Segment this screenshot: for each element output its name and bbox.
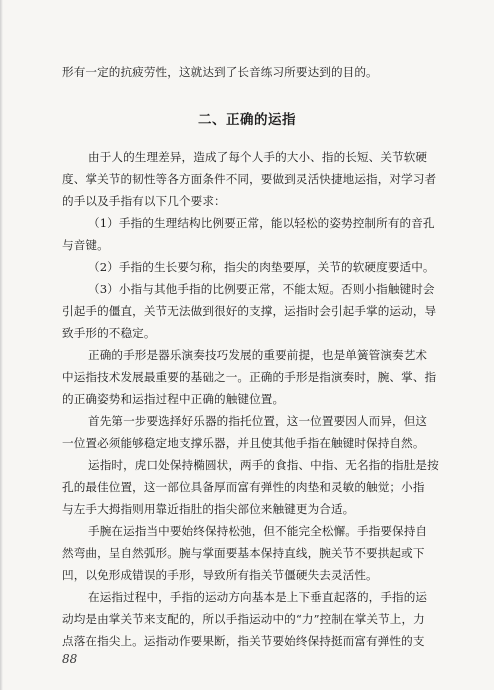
paragraph-line: 凹，以免形成错误的手形，导致所有指关节僵硬失去灵活性。: [62, 568, 378, 582]
paragraph-line: 与音键。: [62, 238, 109, 252]
list-item-2: （2）手指的生长要匀称，指尖的肉垫要厚，关节的软硬度要适中。: [88, 260, 435, 274]
paragraph-line: 点落在指尖上。运指动作要果断，指关节要始终保持挺而富有弹性的支: [62, 634, 425, 648]
list-item-3: （3）小指与其他手指的比例要正常，不能太短。否则小指触键时会: [88, 282, 435, 296]
page-binding-edge: [0, 0, 3, 690]
paragraph-line: 然弯曲，呈自然弧形。腕与掌面要基本保持直线，腕关节不要拱起或下: [62, 546, 425, 560]
paragraph-line: 引起手的僵直，关节无法做到很好的支撑，运指时会引起手掌的运动，导: [62, 304, 437, 318]
paragraph-line: 手腕在运指当中要始终保持松弛，但不能完全松懈。手指要保持自: [88, 524, 428, 538]
paragraph-line: 的手以及手指有以下几个要求：: [62, 194, 226, 208]
paragraph-line: 运指时，虎口处保持椭圆状，两手的食指、中指、无名指的指肚是按: [88, 458, 439, 472]
paragraph-line: 动均是由掌关节来支配的，所以手指运动中的“力”控制在掌关节上，力: [62, 612, 425, 626]
paragraph-line: 一位置必须能够稳定地支撑乐器，并且使其他手指在触键时保持自然。: [62, 436, 425, 450]
paragraph-line: 在运指过程中，手指的运动方向基本是上下垂直起落的，手指的运: [88, 590, 428, 604]
paragraph-line: 中运指技术发展最重要的基础之一。正确的手形是指演奏时，腕、掌、指: [62, 370, 437, 384]
paragraph-line: 由于人的生理差异，造成了每个人手的大小、指的长短、关节软硬: [88, 150, 428, 164]
paragraph-line: 孔的最佳位置，这一部位具备厚而富有弹性的肉垫和灵敏的触觉；小指: [62, 480, 425, 494]
paragraph-line: 度、掌关节的韧性等各方面条件不同，要做到灵活快捷地运指，对学习者: [62, 172, 437, 186]
paragraph-line: 的正确姿势和运指过程中正确的触键位置。: [62, 392, 285, 406]
list-item-1: （1）手指的生理结构比例要正常，能以轻松的姿势控制所有的音孔: [88, 216, 435, 230]
paragraph-line: 正确的手形是器乐演奏技巧发展的重要前提，也是单簧管演奏艺术: [88, 348, 428, 362]
section-heading: 二、正确的运指: [198, 112, 296, 128]
paragraph-line: 与左手大拇指则用靠近指肚的指尖部位来触键更为合适。: [62, 502, 355, 516]
page-number: 88: [62, 652, 78, 666]
paragraph-line: 致手形的不稳定。: [62, 326, 156, 340]
paragraph-line: 首先第一步要选择好乐器的指托位置，这一位置要因人而异，但这: [88, 414, 428, 428]
paragraph-line: 形有一定的抗疲劳性，这就达到了长音练习所要达到的目的。: [62, 65, 378, 79]
